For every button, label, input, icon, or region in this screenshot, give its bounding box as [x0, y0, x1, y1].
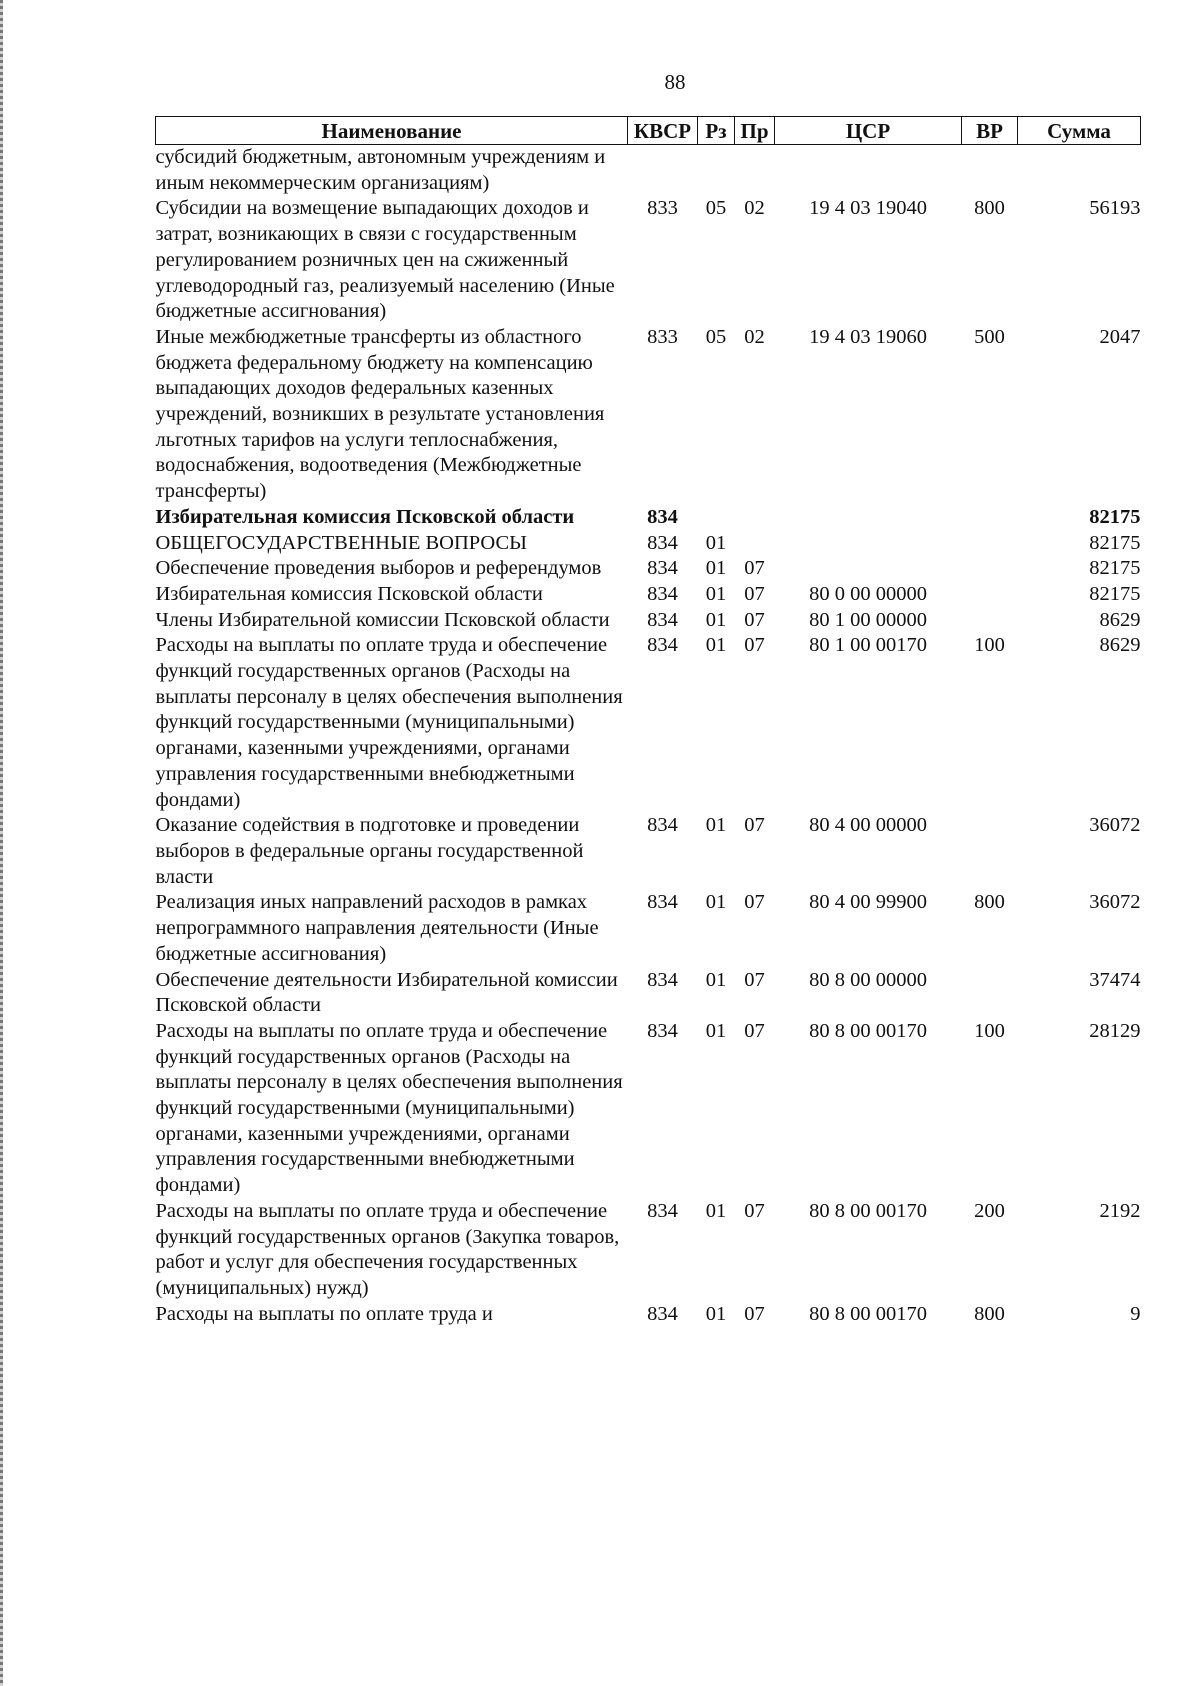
- cell-sum: 8629: [1099, 634, 1141, 657]
- cell-kvsr: 833: [647, 325, 678, 348]
- table-row: [156, 1302, 1141, 1328]
- cell-sum: 82175: [1089, 582, 1141, 605]
- cell-rz: 01: [705, 557, 727, 580]
- cell-sum: 2192: [1099, 1199, 1141, 1222]
- cell-pr: 07: [744, 814, 765, 837]
- cell-name: Субсидии на возмещение выпадающих доходов и затрат, возникающих в связи с государственным регулированием розничных цен на сжиженный углеводородный газ, реализуемый населению (Иные бюджетные ассигнования): [155, 197, 615, 323]
- cell-name: Избирательная комиссия Псковской области: [155, 505, 575, 528]
- cell-sum: 82175: [1089, 505, 1141, 528]
- cell-rz: 01: [705, 531, 727, 554]
- cell-kvsr: 834: [647, 1019, 678, 1042]
- cell-sum: 36072: [1089, 891, 1141, 914]
- cell-pr: 07: [744, 1019, 765, 1042]
- table-row: [156, 968, 1141, 1019]
- cell-csr: [775, 531, 962, 557]
- cell-csr: 19 4 03 19040: [809, 197, 927, 220]
- table-row: [156, 1019, 1141, 1199]
- cell-name: Оказание содействия в подготовке и проведении выборов в федеральные органы государственной власти: [155, 814, 584, 888]
- cell-pr: 07: [744, 582, 765, 605]
- cell-rz: 01: [705, 608, 727, 631]
- cell-rz: 05: [705, 197, 727, 220]
- cell-sum: [1018, 145, 1141, 197]
- page-number: 88: [664, 70, 686, 94]
- cell-sum: 9: [1130, 1302, 1141, 1325]
- budget-table-container: [155, 116, 1140, 1327]
- header-sum: Сумма: [1018, 117, 1141, 145]
- cell-name: Обеспечение проведения выборов и референдумов: [155, 557, 602, 580]
- cell-csr: 19 4 03 19060: [809, 325, 927, 348]
- table-row: [156, 196, 1141, 325]
- cell-pr: 02: [744, 197, 765, 220]
- cell-vr: [962, 582, 1018, 608]
- cell-pr: 02: [744, 325, 765, 348]
- cell-pr: 07: [744, 634, 765, 657]
- cell-name: Иные межбюджетные трансферты из областного бюджета федеральному бюджету на компенсацию выпадающих доходов федеральных казенных учреждений, возникших в результате установления льготных тарифов на услуги теплоснабжения, водоснабжения, водоотведения (Межбюджетные трансферты): [155, 325, 605, 503]
- table-row: [156, 890, 1141, 967]
- cell-rz: 01: [705, 1302, 727, 1325]
- cell-pr: [735, 145, 775, 197]
- cell-sum: 28129: [1089, 1019, 1141, 1042]
- cell-rz: 01: [705, 1199, 727, 1222]
- cell-name: Расходы на выплаты по оплате труда и обеспечение функций государственных органов (Закупка товаров, работ и услуг для обеспечения государственных (муниципальных) нужд): [155, 1199, 620, 1299]
- cell-csr: 80 8 00 00170: [809, 1302, 927, 1325]
- cell-name: Расходы на выплаты по оплате труда и обеспечение функций государственных органов (Расходы на выплаты персоналу в целях обеспечения выполнения функций государственными (муниципальными) органами, казенными учреждениями, органами управления государственными внебюджетными фондами): [155, 634, 623, 811]
- cell-vr: 800: [974, 197, 1005, 220]
- cell-kvsr: 834: [647, 1199, 678, 1222]
- cell-rz: 01: [705, 634, 727, 657]
- cell-vr: [962, 968, 1018, 1019]
- cell-rz: 01: [705, 582, 727, 605]
- header-row: [156, 117, 1141, 145]
- table-row: [156, 556, 1141, 582]
- cell-rz: 01: [705, 1019, 727, 1042]
- cell-sum: 2047: [1099, 325, 1141, 348]
- cell-sum: 56193: [1089, 197, 1141, 220]
- cell-csr: 80 8 00 00000: [809, 968, 927, 991]
- header-csr: ЦСР: [775, 117, 962, 145]
- cell-csr: [775, 505, 962, 531]
- cell-vr: 100: [974, 634, 1005, 657]
- cell-vr: [962, 145, 1018, 197]
- table-row: [156, 145, 1141, 197]
- cell-rz: 05: [705, 325, 727, 348]
- table-row: [156, 1199, 1141, 1302]
- cell-rz: 01: [705, 814, 727, 837]
- cell-vr: [962, 608, 1018, 634]
- cell-kvsr: 834: [647, 634, 678, 657]
- cell-pr: 07: [744, 1302, 765, 1325]
- cell-sum: 82175: [1089, 531, 1141, 554]
- cell-name: Расходы на выплаты по оплате труда и: [155, 1302, 493, 1325]
- cell-kvsr: 834: [647, 505, 678, 528]
- cell-vr: [962, 505, 1018, 531]
- scan-left-edge: [0, 0, 3, 1686]
- cell-csr: 80 8 00 00170: [809, 1019, 927, 1042]
- header-rz: Рз: [698, 117, 735, 145]
- cell-sum: 8629: [1099, 608, 1141, 631]
- cell-name: субсидий бюджетным, автономным учреждениям и иным некоммерческим организациям): [155, 146, 606, 194]
- cell-rz: 01: [705, 891, 727, 914]
- cell-vr: 500: [974, 325, 1005, 348]
- cell-kvsr: 834: [647, 557, 678, 580]
- header-kvsr: КВСР: [628, 117, 698, 145]
- table-row: [156, 813, 1141, 890]
- cell-csr: 80 1 00 00170: [809, 634, 927, 657]
- cell-rz: [698, 145, 735, 197]
- cell-csr: 80 1 00 00000: [809, 608, 927, 631]
- cell-name: Обеспечение деятельности Избирательной комиссии Псковской области: [155, 968, 618, 1017]
- cell-pr: [735, 505, 775, 531]
- cell-name: Реализация иных направлений расходов в рамках непрограммного направления деятельности (Иные бюджетные ассигнования): [155, 891, 599, 965]
- cell-kvsr: [628, 145, 698, 197]
- header-name: Наименование: [156, 117, 628, 145]
- table-row: [156, 608, 1141, 634]
- table-row: [156, 505, 1141, 531]
- cell-rz: [698, 505, 735, 531]
- table-header: [156, 117, 1141, 145]
- table-row: [156, 531, 1141, 557]
- cell-kvsr: 834: [647, 968, 678, 991]
- table-row: [156, 633, 1141, 813]
- cell-kvsr: 834: [647, 582, 678, 605]
- cell-name: Члены Избирательной комиссии Псковской области: [155, 608, 610, 631]
- table-row: [156, 325, 1141, 505]
- cell-pr: 07: [744, 608, 765, 631]
- cell-vr: [962, 556, 1018, 582]
- cell-name: Избирательная комиссия Псковской области: [155, 582, 543, 605]
- budget-table: [155, 116, 1141, 1327]
- table-body: [156, 145, 1141, 1328]
- cell-vr: [962, 531, 1018, 557]
- cell-sum: 36072: [1089, 814, 1141, 837]
- cell-csr: [775, 556, 962, 582]
- cell-csr: 80 8 00 00170: [809, 1199, 927, 1222]
- cell-kvsr: 833: [647, 197, 678, 220]
- header-pr: Пр: [735, 117, 775, 145]
- cell-rz: 01: [705, 968, 727, 991]
- cell-vr: 800: [974, 891, 1005, 914]
- cell-pr: 07: [744, 968, 765, 991]
- cell-pr: [735, 531, 775, 557]
- cell-vr: 100: [974, 1019, 1005, 1042]
- cell-csr: 80 4 00 00000: [809, 814, 927, 837]
- cell-vr: 800: [974, 1302, 1005, 1325]
- cell-name: Расходы на выплаты по оплате труда и обеспечение функций государственных органов (Расходы на выплаты персоналу в целях обеспечения выполнения функций государственными (муниципальными) органами, казенными учреждениями, органами управления государственными внебюджетными фондами): [155, 1019, 623, 1197]
- cell-pr: 07: [744, 891, 765, 914]
- cell-kvsr: 834: [647, 891, 678, 914]
- cell-pr: 07: [744, 1199, 765, 1222]
- cell-csr: [775, 145, 962, 197]
- cell-vr: 200: [974, 1199, 1005, 1222]
- cell-kvsr: 834: [647, 814, 678, 837]
- cell-kvsr: 834: [647, 531, 678, 554]
- cell-kvsr: 834: [647, 608, 678, 631]
- cell-kvsr: 834: [647, 1302, 678, 1325]
- cell-vr: [962, 813, 1018, 890]
- header-vr: ВР: [962, 117, 1018, 145]
- table-row: [156, 582, 1141, 608]
- cell-sum: 82175: [1089, 557, 1141, 580]
- cell-csr: 80 0 00 00000: [809, 582, 927, 605]
- cell-name: ОБЩЕГОСУДАРСТВЕННЫЕ ВОПРОСЫ: [155, 531, 528, 554]
- cell-sum: 37474: [1089, 968, 1141, 991]
- cell-pr: 07: [744, 557, 765, 580]
- cell-csr: 80 4 00 99900: [809, 891, 927, 914]
